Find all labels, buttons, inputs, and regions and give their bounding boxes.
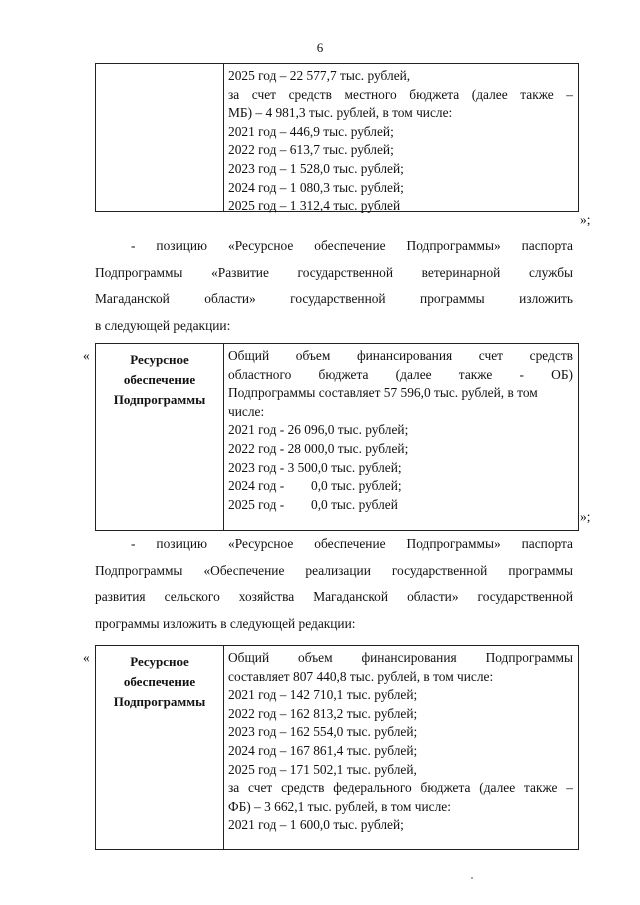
label-line: Ресурсное (130, 352, 189, 367)
paragraph-line: развития сельского хозяйства Магаданской области» государственной (95, 589, 573, 604)
paragraph-line: Подпрограммы «Обеспечение реализации государственной программы (95, 562, 573, 578)
resource-table-veterinary (95, 343, 579, 531)
table-label-cell (96, 344, 224, 530)
opening-quote: « (83, 650, 90, 665)
paragraph-line: Магаданской области» государственной программы изложить (95, 291, 573, 306)
table-line: 2021 год – 446,9 тыс. рублей; (228, 123, 394, 139)
label-line: Подпрограммы (113, 392, 206, 407)
table-line: 2022 год - 28 000,0 тыс. рублей; (228, 440, 409, 456)
table-line: 2023 год – 1 528,0 тыс. рублей; (228, 160, 404, 176)
paragraph-line: Подпрограммы «Развитие государственной ветеринарной службы (95, 264, 573, 280)
table-line: Общий объем финансирования Подпрограммы (228, 650, 573, 665)
resource-table-program-support (95, 645, 579, 850)
table-line: 2025 год – 171 502,1 тыс. рублей, (228, 761, 417, 777)
paragraph-line: - позицию «Ресурсное обеспечение Подпрограммы» паспорта (131, 536, 573, 551)
table-line: 2024 год - 0,0 тыс. рублей; (228, 478, 402, 494)
paragraph-line: - позицию «Ресурсное обеспечение Подпрограммы» паспорта (131, 238, 573, 253)
opening-quote: « (83, 348, 90, 363)
table-line: ФБ) – 3 662,1 тыс. рублей, в том числе: (228, 798, 451, 814)
table-value-cell (228, 347, 573, 514)
scan-speck (471, 877, 473, 879)
resource-table-continued (95, 63, 579, 212)
table-line: 2025 год – 1 312,4 тыс. рублей (228, 198, 401, 214)
label-line: Ресурсное (130, 654, 189, 669)
label-line: Подпрограммы (113, 694, 206, 709)
table-line: 2023 год – 162 554,0 тыс. рублей; (228, 724, 418, 740)
table-line: 2025 год - 0,0 тыс. рублей (228, 496, 398, 512)
table-line: 2022 год – 613,7 тыс. рублей; (228, 142, 394, 158)
paragraph-line: в следующей редакции: (95, 317, 231, 333)
label-line: обеспечение (123, 674, 196, 689)
table-line: Подпрограммы составляет 57 596,0 тыс. рублей, в том (228, 385, 538, 401)
label-line: обеспечение (123, 372, 196, 387)
page-number: 6 (316, 40, 324, 55)
table-line: 2024 год – 1 080,3 тыс. рублей; (228, 179, 404, 195)
table-line: 2021 год - 26 096,0 тыс. рублей; (228, 422, 409, 438)
table-line: 2025 год – 22 577,7 тыс. рублей, (228, 68, 411, 83)
table-line: составляет 807 440,8 тыс. рублей, в том числе: (228, 668, 494, 684)
table-line: 2022 год – 162 813,2 тыс. рублей; (228, 705, 418, 721)
instruction-paragraph (95, 233, 573, 339)
table-label-cell (96, 64, 224, 211)
closing-quote: »; (580, 509, 591, 524)
closing-quote: »; (580, 212, 591, 227)
table-line: числе: (228, 403, 265, 419)
instruction-paragraph (95, 531, 573, 637)
table-line: 2021 год – 142 710,1 тыс. рублей; (228, 687, 418, 703)
table-line: областного бюджета (далее также - ОБ) (228, 366, 573, 382)
table-label-cell (96, 646, 224, 849)
table-line: Общий объем финансирования счет средств (228, 348, 573, 363)
table-line: за счет средств федерального бюджета (далее также – (228, 780, 573, 796)
table-line: 2023 год - 3 500,0 тыс. рублей; (228, 459, 402, 475)
table-value-cell (228, 649, 573, 835)
table-line: 2021 год – 1 600,0 тыс. рублей; (228, 817, 404, 833)
paragraph-line: программы изложить в следующей редакции: (95, 615, 356, 631)
table-value-cell (228, 67, 573, 216)
table-line: МБ) – 4 981,3 тыс. рублей, в том числе: (228, 105, 453, 121)
table-line: за счет средств местного бюджета (далее также – (228, 86, 573, 102)
table-line: 2024 год – 167 861,4 тыс. рублей; (228, 742, 418, 758)
